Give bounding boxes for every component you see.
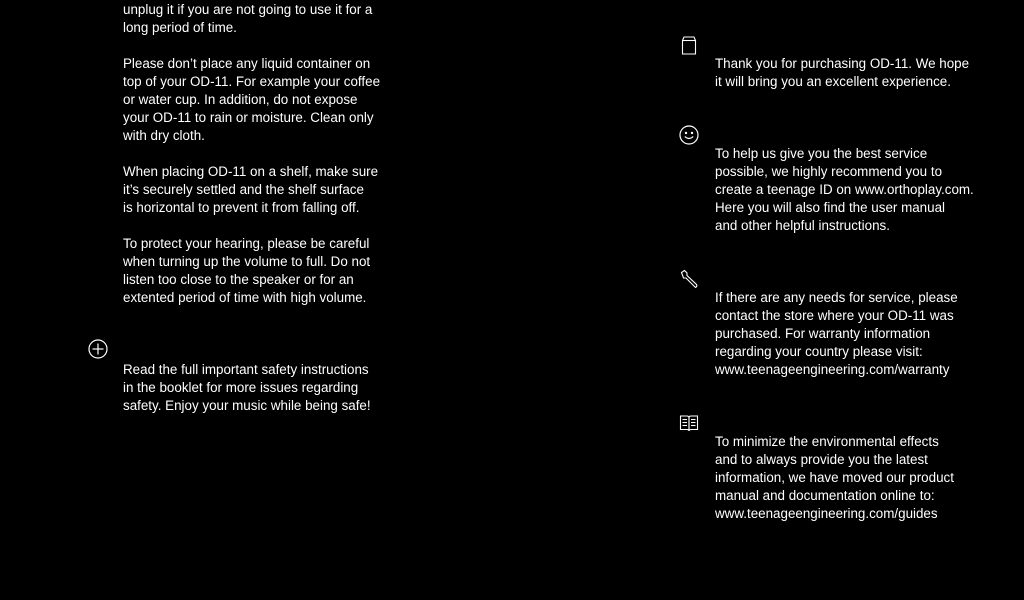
- environment-block: [715, 397, 1005, 523]
- environment-paragraph: To minimize the environmental effects and to always provide you the latest information, we have moved our product manual and documentation online to: www.teenageengineering.com/guides: [715, 434, 954, 521]
- wrench-icon: [679, 251, 699, 271]
- book-icon: [679, 395, 699, 415]
- safety-block: [123, 325, 423, 415]
- unplug-paragraph: unplug it if you are not going to use it for a long period of time.: [123, 2, 373, 35]
- left-column: [123, 1, 423, 433]
- teenage-id-block: [715, 109, 1005, 235]
- hearing-paragraph: To protect your hearing, please be careful when turning up the volume to full. Do not listen too close to the speaker or for an extented period of time with high volume.: [123, 236, 371, 305]
- plus-circle-icon: [88, 321, 108, 341]
- thanks-paragraph: Thank you for purchasing OD-11. We hope it will bring you an excellent experience.: [715, 56, 970, 89]
- smiley-icon: [679, 107, 699, 127]
- teenage-id-paragraph: To help us give you the best service possible, we highly recommend you to create a teenage ID on www.orthoplay.com. Here you will also find the user manual and other helpful instructions.: [715, 146, 974, 233]
- service-block: [715, 253, 1005, 379]
- shelf-paragraph: When placing OD-11 on a shelf, make sure it’s securely settled and the shelf surface is horizontal to prevent it from falling off.: [123, 164, 379, 215]
- liquid-paragraph: Please don’t place any liquid container on top of your OD-11. For example your coffee or water cup. In addition, do not expose your OD-11 to rain or moisture. Clean only with dry cloth.: [123, 56, 381, 143]
- safety-paragraph: Read the full important safety instructions in the booklet for more issues regarding safety. Enjoy your music while being safe!: [123, 362, 371, 413]
- right-column: [715, 19, 1005, 541]
- box-icon: [679, 17, 699, 37]
- service-paragraph: If there are any needs for service, please contact the store where your OD-11 was purchased. For warranty information regarding your country please visit: www.teenageengineering.com/warranty: [715, 290, 958, 377]
- thanks-block: [715, 19, 1005, 91]
